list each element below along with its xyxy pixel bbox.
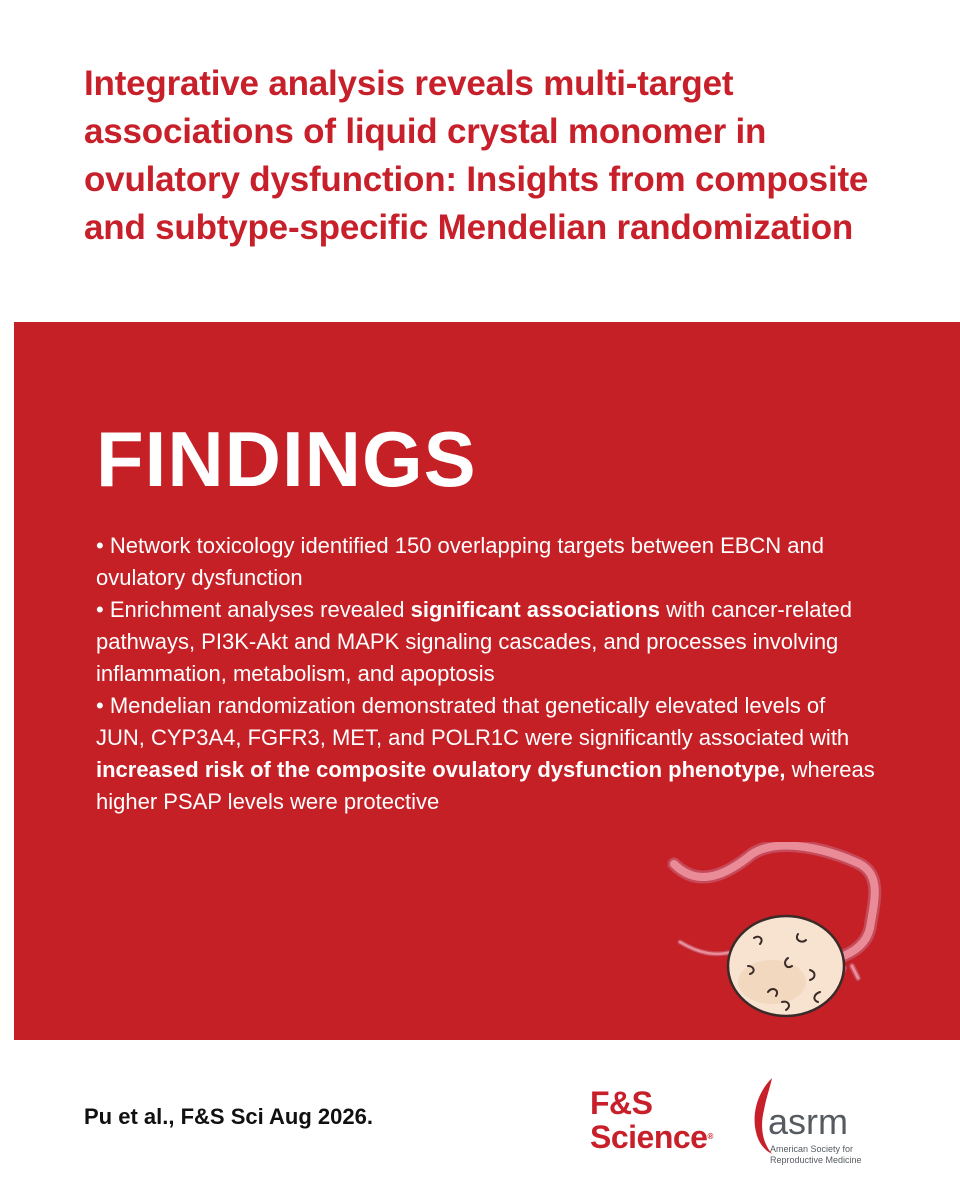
fs-logo-line1: F&S: [590, 1085, 653, 1121]
finding-item: [96, 530, 876, 594]
fs-logo-reg: ®: [707, 1132, 713, 1141]
findings-list: [96, 530, 876, 818]
finding-emphasis: significant associations: [410, 597, 661, 622]
fs-science-logo: [590, 1085, 713, 1155]
findings-panel: [14, 322, 960, 1040]
fs-logo-line2: [590, 1119, 713, 1155]
article-title: Integrative analysis reveals multi-target associations of liquid crystal monomer in ovulatory dysfunction: Insights from composite and subtype-specific Mendelian randomization: [84, 64, 869, 247]
finding-text: whereas higher PSAP levels were protective: [96, 757, 875, 814]
fs-logo-science: Science: [590, 1119, 708, 1155]
finding-item: [96, 594, 876, 690]
ovary-fallopian-tube-icon: [660, 842, 890, 1022]
finding-text: • Mendelian randomization demonstrated that genetically elevated levels of JUN, CYP3A4, FGFR3, MET, and POLR1C were significantly associated with: [96, 693, 850, 750]
finding-item: [96, 690, 876, 818]
finding-emphasis: increased risk of the composite ovulatory dysfunction phenotype,: [96, 757, 786, 782]
asrm-logo: [750, 1076, 870, 1166]
asrm-wordmark: asrm: [768, 1101, 848, 1142]
findings-heading: FINDINGS: [96, 415, 477, 503]
finding-text: • Network toxicology identified 150 overlapping targets between EBCN and ovulatory dysfunction: [96, 533, 825, 590]
finding-text: with cancer-related pathways, PI3K-Akt and MAPK signaling cascades, and processes involving inflammation, metabolism, and apoptosis: [96, 597, 853, 686]
asrm-subtitle: American Society for Reproductive Medicine: [770, 1144, 862, 1165]
finding-text: • Enrichment analyses revealed: [96, 597, 411, 622]
citation: Pu et al., F&S Sci Aug 2026.: [84, 1104, 373, 1129]
